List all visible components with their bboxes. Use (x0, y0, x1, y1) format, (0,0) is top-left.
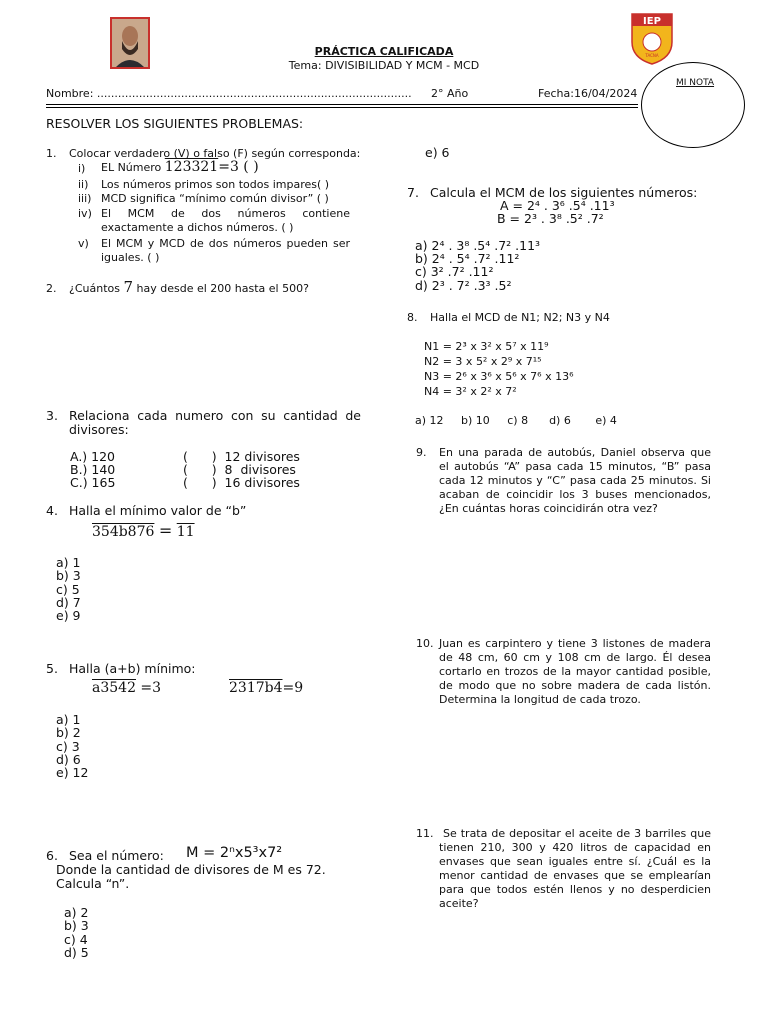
q5-expression-1: a3542 =3 (92, 680, 162, 696)
q3-row-c-answer: ( ) 16 divisores (183, 475, 300, 490)
q5-option-d[interactable]: d) 6 (56, 752, 81, 767)
divider-2 (46, 107, 638, 108)
q11-number: 11. (416, 827, 434, 840)
q7-option-a[interactable]: a) 2⁴ . 3⁸ .5⁴ .7² .11³ (415, 238, 541, 253)
q7-option-c[interactable]: c) 3² .7² .11² (415, 264, 494, 279)
q3-row-a: A.) 120 (70, 449, 116, 464)
q7-option-b[interactable]: b) 2⁴ . 5⁴ .7² .11² (415, 251, 520, 266)
q6-option-c[interactable]: c) 4 (64, 932, 88, 947)
q1-item-ii-num: ii) (78, 178, 89, 191)
q4-number: 4. (46, 503, 58, 518)
q3-row-b-answer: ( ) 8 divisores (183, 462, 296, 477)
q9-text: En una parada de autobús, Daniel observa que el autobús “A” pasa cada 15 minutos, “B” pasa cada 12 minutos y “C” pasa cada 25 minutos. Si acaban de coincidir los 3 buses mencionados, ¿En cuántas horas coincidirán otra vez? (439, 446, 711, 515)
q5-expression-2: 2317b4=9 (229, 680, 304, 696)
q4-expression: 354b876 = 11 (92, 521, 195, 540)
q6-option-e[interactable]: e) 6 (425, 145, 450, 160)
q1-text: Colocar verdadero (V) o falso (F) según corresponda: (69, 147, 361, 160)
q3-row-a-answer: ( ) 12 divisores (183, 449, 300, 464)
q6-number: 6. (46, 848, 58, 863)
q4-option-b[interactable]: b) 3 (56, 568, 81, 583)
q3-text: Relaciona cada numero con su cantidad de divisores: (69, 408, 361, 437)
page-subtitle: Tema: DIVISIBILIDAD Y MCM - MCD (288, 59, 480, 72)
svg-text:TACNA: TACNA (645, 53, 659, 58)
q9-number: 9. (416, 446, 427, 459)
q8-options[interactable]: a) 12 b) 10 c) 8 d) 6 e) 4 (415, 414, 617, 427)
page-title: PRÁCTICA CALIFICADA (314, 45, 454, 58)
q1-number: 1. (46, 147, 57, 160)
q1-item-v-num: v) (78, 237, 89, 250)
q7-text: Calcula el MCM de los siguientes números: (430, 185, 698, 200)
q7-number: 7. (407, 185, 419, 200)
q6-line2: Donde la cantidad de divisores de M es 72. (56, 862, 326, 877)
q10-number: 10. (416, 637, 434, 650)
q6-option-b[interactable]: b) 3 (64, 918, 89, 933)
q5-option-e[interactable]: e) 12 (56, 765, 89, 780)
q8-n3: N3 = 2⁶ x 3⁶ x 5⁶ x 7⁶ x 13⁶ (424, 370, 574, 383)
q5-option-c[interactable]: c) 3 (56, 739, 80, 754)
q5-option-b[interactable]: b) 2 (56, 725, 81, 740)
grade-circle[interactable] (641, 62, 745, 148)
q1-item-iii: MCD significa “mínimo común divisor” ( ) (101, 192, 329, 205)
q3-number: 3. (46, 408, 58, 423)
q4-option-d[interactable]: d) 7 (56, 595, 81, 610)
q1-item-v: El MCM y MCD de dos números pueden ser iguales. ( ) (101, 237, 350, 264)
q6-option-a[interactable]: a) 2 (64, 905, 89, 920)
nombre-field[interactable]: Nombre: .......................................................................................... (46, 87, 412, 100)
divider-1 (46, 104, 638, 105)
q1-item-iv: El MCM de dos números contiene exactamente a dichos números. ( ) (101, 207, 350, 234)
svg-text:IEP: IEP (643, 16, 661, 27)
q4-option-c[interactable]: c) 5 (56, 582, 80, 597)
q4-option-a[interactable]: a) 1 (56, 555, 81, 570)
q8-text: Halla el MCD de N1; N2; N3 y N4 (430, 311, 610, 324)
q3-row-b: B.) 140 (70, 462, 116, 477)
grade-circle-label: MI NOTA (676, 78, 715, 88)
q8-n2: N2 = 3 x 5² x 2⁹ x 7¹⁵ (424, 355, 542, 368)
q2-text: ¿Cuántos 7 hay desde el 200 hasta el 500? (69, 278, 309, 296)
q10-text: Juan es carpintero y tiene 3 listones de madera de 48 cm, 60 cm y 108 cm de largo. Él desea cortarlo en trozos de la mayor cantidad posible, de modo que no sobre madera de cada listón. Determina la longitud de cada trozo. (439, 637, 711, 706)
q7-a: A = 2⁴ . 3⁶ .5⁴ .11³ (500, 198, 615, 213)
grade-label: 2° Año (431, 87, 469, 100)
q6-text: Sea el número: (69, 848, 164, 863)
q8-number: 8. (407, 311, 418, 324)
q7-option-d[interactable]: d) 2³ . 7² .3³ .5² (415, 278, 512, 293)
q6-option-d[interactable]: d) 5 (64, 945, 89, 960)
q5-text: Halla (a+b) mínimo: (69, 661, 196, 676)
q6-formula: M = 2ⁿx5³x7² (186, 845, 283, 861)
q11-text: Se trata de depositar el aceite de 3 barriles que tienen 210, 300 y 420 litros de capacidad en envases que sean iguales entre sí. ¿Cuál es la menor cantidad de envases que se emplearían para que todos estén llenos y no desperdicien aceite? (439, 827, 711, 910)
q4-text: Halla el mínimo valor de “b” (69, 503, 247, 518)
instructions: RESOLVER LOS SIGUIENTES PROBLEMAS: (46, 116, 304, 131)
q5-number: 5. (46, 661, 58, 676)
q1-item-iii-num: iii) (78, 192, 92, 205)
q8-n1: N1 = 2³ x 3² x 5⁷ x 11⁹ (424, 340, 549, 353)
q4-option-e[interactable]: e) 9 (56, 608, 81, 623)
q1-item-iv-num: iv) (78, 207, 92, 220)
q1-item-i: EL Número 123321=3 ( ) (101, 159, 259, 175)
q1-item-ii: Los números primos son todos impares( ) (101, 178, 330, 191)
q6-line3: Calcula “n”. (56, 876, 130, 891)
q2-number: 2. (46, 282, 57, 295)
date-label: Fecha:16/04/2024 (538, 87, 638, 100)
q1-item-i-num: i) (78, 162, 86, 175)
q7-b: B = 2³ . 3⁸ .5² .7² (497, 211, 604, 226)
q8-n4: N4 = 3² x 2² x 7² (424, 385, 517, 398)
q3-row-c: C.) 165 (70, 475, 116, 490)
q5-option-a[interactable]: a) 1 (56, 712, 81, 727)
